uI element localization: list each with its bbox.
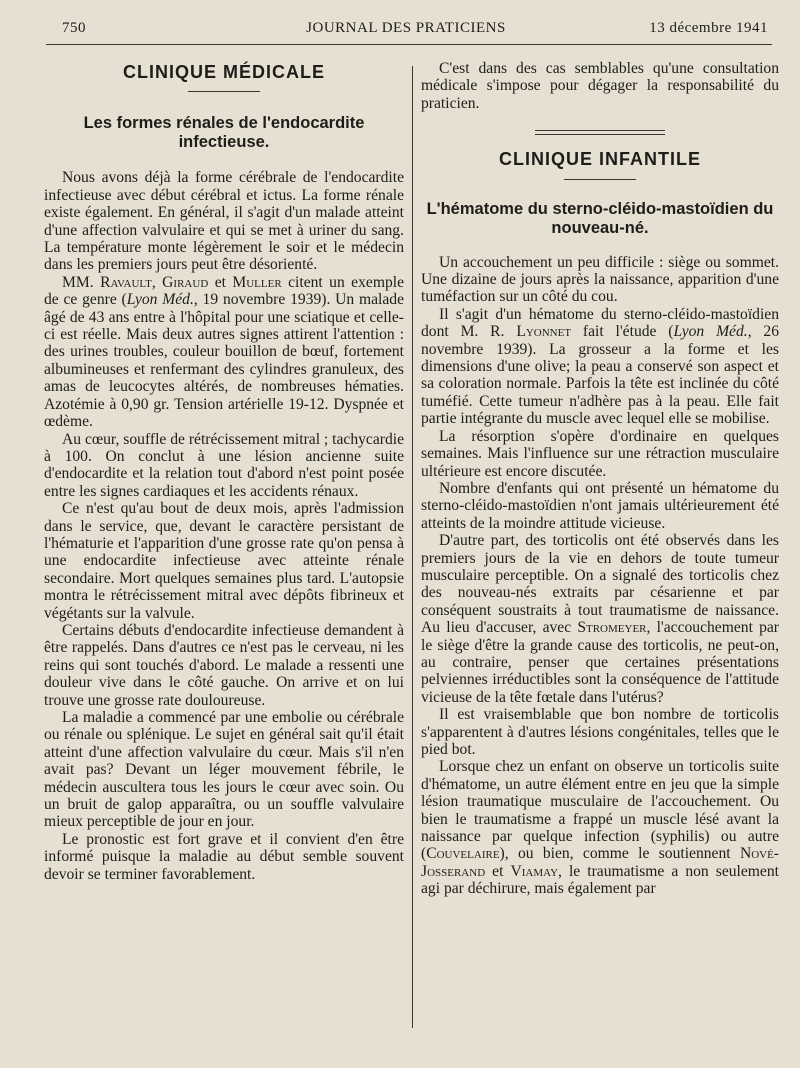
paragraph: La maladie a commencé par une embolie ou cérébrale ou rénale ou splénique. Le sujet en général sait qu'il était atteint d'une affection valvulaire du cœur. Mais s'il n'en avait pas? Devant un léger mouvement fébrile, le médecin auscultera tous les jours le cœur avec soin. Ou un bruit de galop apparaîtra, ou un souffle valvulaire mieux perceptible de jour en jour.	[44, 709, 404, 831]
issue-date: 13 décembre 1941	[649, 20, 768, 36]
author-name: Ravault	[100, 273, 152, 291]
page-number: 750	[62, 20, 86, 36]
author-name: Lyonnet	[516, 323, 572, 341]
author-name: Stromeyer	[577, 619, 647, 637]
left-column	[44, 60, 404, 883]
section-rule	[188, 91, 260, 92]
paragraph: MM. Ravault, Giraud et Muller citent un exemple de ce genre (Lyon Méd., 19 novembre 1939). Un malade âgé de 43 ans entre à l'hôpital pour une sciatique et celle-ci est réelle. Mais deux autres signes attirent l'attention : des urines troubles, couleur bouillon de bœuf, fortement albumineuses et renfermant des cylindres granuleux, des amas de leucocytes altérés, de nombreuses hématies. Azotémie à 0,90 gr. Tension artérielle 19-12. Dyspnée et œdème.	[44, 273, 405, 431]
right-column	[421, 60, 779, 898]
paragraph: La résorption s'opère d'ordinaire en quelques semaines. Mais l'influence sur une rétraction musculaire ultérieure est encore discutée.	[421, 427, 779, 480]
journal-title: JOURNAL DES PRATICIENS	[306, 20, 506, 36]
author-name: Couvelaire	[426, 845, 500, 863]
paragraph: Certains débuts d'endocardite infectieuse demandent à être rappelés. Dans d'autres ce n'est pas le cerveau, ni les reins qui sont touchés d'abord. Le malade a ressenti une douleur vive dans le côté gauche. On arrive et on lui trouve une grosse rate douloureuse.	[44, 621, 404, 709]
double-rule	[535, 130, 665, 135]
paragraph: Il est vraisemblable que bon nombre de torticolis s'apparentent à d'autres lésions congénitales, telles que le pied bot.	[421, 706, 779, 758]
author-name: Viamay	[510, 862, 559, 880]
header-rule	[46, 44, 772, 45]
journal-reference: Lyon Méd.	[673, 323, 748, 341]
paragraph: Nombre d'enfants qui ont présenté un hématome du sterno-cléido-mastoïdien n'ont jamais ultérieurement été atteints de la moindre attitude vicieuse.	[421, 479, 779, 532]
author-name: Giraud	[162, 273, 209, 291]
paragraph: C'est dans des cas semblables qu'une consultation médicale s'impose pour dégager la responsabilité du praticien.	[421, 60, 779, 112]
column-divider	[412, 66, 413, 1028]
section-rule	[564, 179, 636, 180]
article-title-endocardite: Les formes rénales de l'endocardite infectieuse.	[83, 114, 365, 152]
paragraph: D'autre part, des torticolis ont été observés dans les premiers jours de la vie en dehors de toute tumeur musculaire perceptible. On a signalé des torticolis chez des nouveau-nés extraits par césarienne et par conséquent soustraits à tout traumatisme de naissance. Au lieu d'accuser, avec Stromeyer, l'accouchement par le siège d'être la grande cause des torticolis, ne peut-on, au contraire, penser que certaines présentations pelviennes irréductibles sont la conséquence de l'attitude vicieuse de la tête fœtale dans l'utérus?	[421, 532, 779, 706]
journal-reference: Lyon Méd.	[126, 291, 194, 309]
page-header	[44, 18, 768, 40]
paragraph: Nous avons déjà la forme cérébrale de l'endocardite infectieuse avec début cérébral et ictus. La forme rénale existe également. En général, il s'agit d'un malade atteint d'une affection valvulaire et qui se met à uriner du sang. La température monte légèrement le soir et le médecin dans les premiers jours peut être désorienté.	[44, 169, 404, 274]
paragraph: Ce n'est qu'au bout de deux mois, après l'admission dans le service, que, devant le caractère persistant de l'hématurie et l'apparition d'une grosse rate qu'on pensa à une endocardite infectieuse avec atteinte rénale secondaire. Mort quelques semaines plus tard. L'autopsie montra le rétrécissement mitral avec dépôts fibrineux et végétants sur la valvule.	[44, 500, 404, 622]
paragraph: Le pronostic est fort grave et il convient d'en être informé puisque la maladie au début semble souvent devoir se terminer favorablement.	[44, 830, 404, 883]
paragraph: Un accouchement un peu difficile : siège ou sommet. Une dizaine de jours après la naissance, apparition d'une tuméfaction sur un côté du cou.	[421, 253, 779, 306]
paragraph: Lorsque chez un enfant on observe un torticolis suite d'hématome, un autre élément entre en jeu que la simple lésion traumatique musculaire de l'accouchement. Ou bien le traumatisme a frappé un muscle lésé avant la naissance par quelque infection (syphilis) ou autre (Couvelaire), ou bien, comme le soutiennent Nové-Josserand et Viamay, le traumatisme a non seulement agi par déchirure, mais également par	[421, 758, 779, 898]
author-name: Muller	[232, 273, 282, 291]
author-name: Nové-Josserand	[421, 845, 779, 880]
article-title-hematome: L'hématome du sterno-cléido-mastoïdien du nouveau-né.	[426, 199, 774, 237]
paragraph: Au cœur, souffle de rétrécissement mitral ; tachycardie à 100. On conclut à une lésion ancienne suite d'endocardite et la relation tout d'abord n'est point posée entre les signes cardiaques et les accidents rénaux.	[44, 430, 405, 500]
section-heading-clinique-infantile: CLINIQUE INFANTILE	[499, 149, 701, 170]
paragraph: Il s'agit d'un hématome du sterno-cléido-mastoïdien dont M. R. Lyonnet fait l'étude (Lyon Méd., 26 novembre 1939). La grosseur a la forme et les dimensions d'une olive; la peau a conservé son aspect et sa coloration normale. Parfois la tête est inclinée du côté tuméfié. Cette tumeur n'adhère pas à la peau. Elle fait partie intégrante du muscle avec lequel elle se mobilise.	[421, 305, 780, 428]
section-heading-clinique-medicale: CLINIQUE MÉDICALE	[122, 62, 325, 82]
